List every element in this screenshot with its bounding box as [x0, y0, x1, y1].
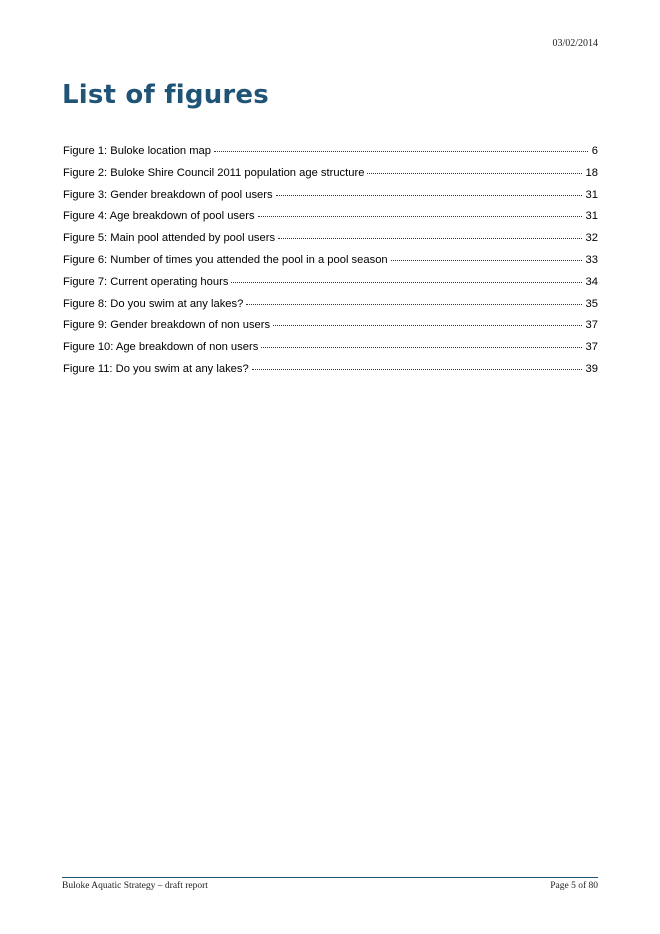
- toc-entry-page: 33: [585, 253, 598, 266]
- page-title: List of figures: [62, 80, 269, 110]
- footer-divider: [62, 877, 598, 878]
- toc-entry-figure-4[interactable]: [63, 208, 598, 230]
- toc-entry-label: Figure 10: Age breakdown of non users: [63, 341, 259, 354]
- toc-entry-label: Figure 5: Main pool attended by pool users: [63, 232, 276, 245]
- toc-entry-label: Figure 3: Gender breakdown of pool users: [63, 188, 273, 201]
- toc-entry-figure-5[interactable]: [63, 230, 598, 252]
- dot-leader: [261, 346, 581, 348]
- toc-entry-figure-2[interactable]: [63, 165, 598, 187]
- toc-entry-page: 6: [591, 145, 598, 157]
- toc-entry-label: Figure 1: Buloke location map: [63, 145, 212, 157]
- toc-entry-label: Figure 2: Buloke Shire Council 2011 population age structure: [63, 166, 365, 179]
- dot-leader: [278, 237, 581, 239]
- toc-entry-label: Figure 9: Gender breakdown of non users: [63, 319, 271, 332]
- toc-entry-label: Figure 6: Number of times you attended the pool in a pool season: [63, 253, 388, 266]
- dot-leader: [246, 303, 581, 305]
- toc-entry-figure-7[interactable]: [63, 274, 598, 296]
- toc-entry-label: Figure 8: Do you swim at any lakes?: [63, 297, 244, 310]
- dot-leader: [273, 324, 581, 326]
- toc-entry-figure-11[interactable]: [63, 361, 598, 383]
- toc-entry-page: 37: [585, 341, 598, 354]
- dot-leader: [367, 172, 581, 174]
- toc-entry-page: 18: [585, 166, 598, 179]
- dot-leader: [276, 194, 582, 196]
- toc-entry-label: Figure 11: Do you swim at any lakes?: [63, 362, 249, 375]
- toc-entry-page: 31: [585, 210, 598, 223]
- footer-document-title: Buloke Aquatic Strategy – draft report: [62, 881, 208, 891]
- dot-leader: [214, 150, 588, 152]
- dot-leader: [391, 259, 582, 261]
- toc-entry-figure-3[interactable]: [63, 187, 598, 209]
- dot-leader: [258, 215, 582, 217]
- toc-entry-figure-8[interactable]: [63, 296, 598, 318]
- toc-entry-page: 32: [585, 232, 598, 245]
- toc-entry-label: Figure 4: Age breakdown of pool users: [63, 210, 255, 223]
- toc-entry-page: 39: [585, 362, 598, 375]
- toc-entry-figure-1[interactable]: [63, 143, 598, 165]
- toc-entry-label: Figure 7: Current operating hours: [63, 275, 229, 288]
- dot-leader: [252, 368, 582, 370]
- toc-entry-page: 34: [585, 275, 598, 288]
- toc-entry-figure-10[interactable]: [63, 339, 598, 361]
- toc-entry-page: 35: [585, 297, 598, 310]
- list-of-figures: [63, 143, 598, 383]
- toc-entry-figure-6[interactable]: [63, 252, 598, 274]
- header-date: 03/02/2014: [552, 38, 598, 49]
- toc-entry-figure-9[interactable]: [63, 317, 598, 339]
- toc-entry-page: 37: [585, 319, 598, 332]
- footer-page-indicator: Page 5 of 80: [550, 881, 598, 891]
- toc-entry-page: 31: [585, 188, 598, 201]
- dot-leader: [231, 281, 581, 283]
